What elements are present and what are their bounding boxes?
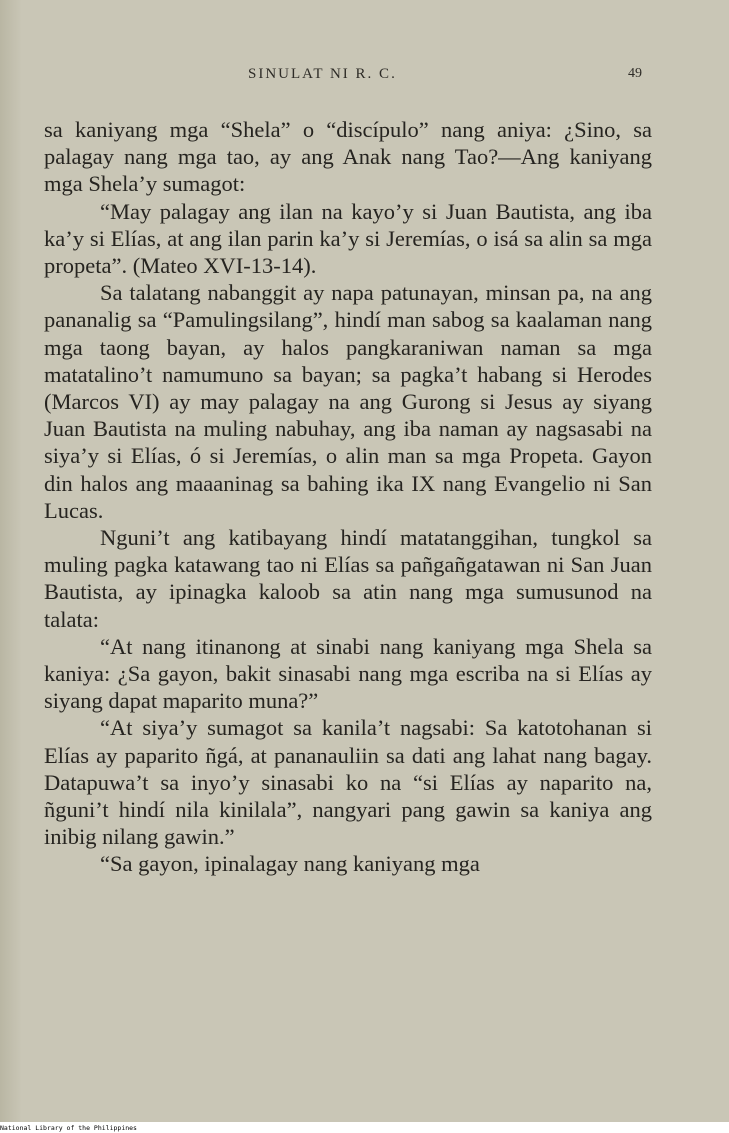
paragraph: Nguni’t ang katibayang hindí matatanggihan, tungkol sa muling pagka katawang tao ni Elías sa pañgañgatawan ni San Juan Bautista, ay ipinagka kaloob sa atin nang mga sumusunod na talata:: [44, 525, 652, 632]
page-number: 49: [628, 66, 642, 81]
paragraph: “At nang itinanong at sinabi nang kaniyang mga Shela sa kaniya: ¿Sa gayon, bakit sinasabi nang mga escriba na si Elías ay siyang dapat maparito muna?”: [44, 633, 652, 714]
paragraph: sa kaniyang mga “Shela” o “discípulo” nang aniya: ¿Sino, sa palagay nang mga tao, ay ang Anak nang Tao?—Ang kaniyang mga Shela’y sumagot:: [44, 117, 652, 197]
page-header: [0, 62, 729, 88]
paragraph: “Sa gayon, ipinalagay nang kaniyang mga: [100, 851, 480, 877]
page-binding-edge: [0, 0, 22, 1122]
paragraph: “May palagay ang ilan na kayo’y si Juan Bautista, ang iba ka’y si Elías, at ang ilan parin ka’y si Jeremías, o isá sa alin sa mga propeta”. (Mateo XVI-13-14).: [44, 198, 652, 279]
footer-credit: National Library of the Philippines: [0, 1124, 137, 1132]
running-head: SINULAT NI R. C.: [248, 66, 397, 82]
paragraph: Sa talatang nabanggit ay napa patunayan, minsan pa, na ang pananalig sa “Pamulingsilang”, hindí man sabog sa kaalaman nang mga taong bayan, ay halos pangkaraniwan naman sa mga matatalino’t namumuno sa bayan; sa pagka’t habang si Herodes (Marcos VI) ay may palagay na ang Gurong si Jesus ay siyang Juan Bautista na muling nabuhay, ang iba naman ay nagsasabi na siya’y si Elías, ó si Jeremías, o alin man sa mga Propeta. Gayon din halos ang maaaninag sa bahing ika IX nang Evangelio ni San Lucas.: [44, 280, 652, 523]
body-text: [44, 116, 652, 878]
paragraph: “At siya’y sumagot sa kanila’t nagsabi: Sa katotohanan si Elías ay paparito ñgá, at pananauliin sa dati ang lahat nang bagay. Datapuwa’t sa inyo’y sinasabi ko na “si Elías ay naparito na, ñguni’t hindí nila kinilala”, nangyari pang gawin sa kaniya ang inibig nilang gawin.”: [44, 715, 652, 850]
